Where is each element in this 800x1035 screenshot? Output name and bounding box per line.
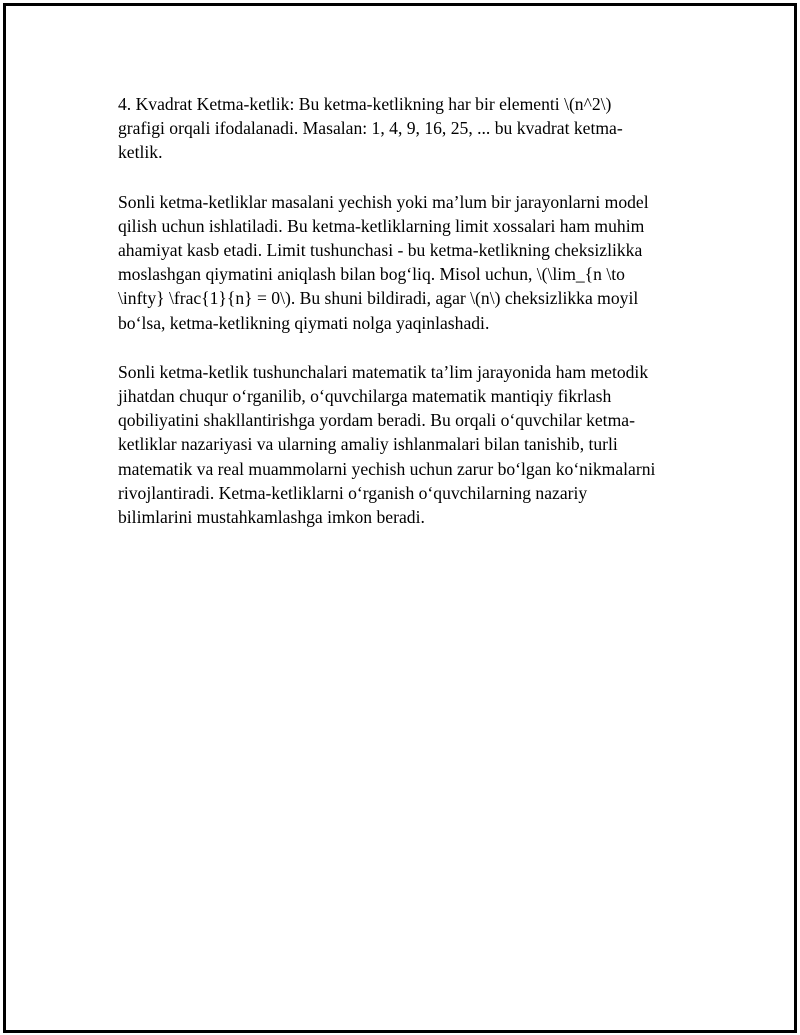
text-line: rivojlantiradi. Ketma-ketliklarni o‘rganish o‘quvchilarning nazariy (118, 482, 588, 503)
text-line: ahamiyat kasb etadi. Limit tushunchasi - bu ketma-ketlikning cheksizlikka (118, 240, 643, 261)
text-line: moslashgan qiymatini aniqlash bilan bog‘liq. Misol uchun, \(\lim_{n \to (118, 264, 625, 285)
text-line: \infty} \frac{1}{n} = 0\). Bu shuni bildiradi, agar \(n\) cheksizlikka moyil (118, 288, 639, 309)
text-line: jihatdan chuqur o‘rganilib, o‘quvchilarga matematik mantiqiy fikrlash (118, 386, 612, 407)
text-line: qobiliyatini shakllantirishga yordam beradi. Bu orqali o‘quvchilar ketma- (118, 410, 635, 431)
text-line: bilimlarini mustahkamlashga imkon beradi. (118, 507, 425, 528)
document-body (118, 92, 698, 554)
text-line: 4. Kvadrat Ketma-ketlik: Bu ketma-ketlikning har bir elementi \(n^2\) (118, 94, 612, 114)
text-line: ketlik. (118, 142, 163, 163)
paragraph-limit (118, 190, 698, 335)
paragraph-square-sequence (118, 92, 698, 165)
text-line: qilish uchun ishlatiladi. Bu ketma-ketliklarning limit xossalari ham muhim (118, 215, 645, 236)
text-line: ketliklar nazariyasi va ularning amaliy ishlanmalari bilan tanishib, turli (118, 434, 618, 455)
text-line: Sonli ketma-ketlik tushunchalari matematik ta’lim jarayonida ham metodik (118, 361, 649, 382)
text-line: grafigi orqali ifodalanadi. Masalan: 1, 4, 9, 16, 25, ... bu kvadrat ketma- (118, 118, 623, 139)
text-line: Sonli ketma-ketliklar masalani yechish yoki ma’lum bir jarayonlarni model (118, 191, 649, 212)
text-line: bo‘lsa, ketma-ketlikning qiymati nolga yaqinlashadi. (118, 312, 490, 333)
paragraph-education (118, 360, 698, 529)
text-line: matematik va real muammolarni yechish uchun zarur bo‘lgan ko‘nikmalarni (118, 458, 656, 479)
